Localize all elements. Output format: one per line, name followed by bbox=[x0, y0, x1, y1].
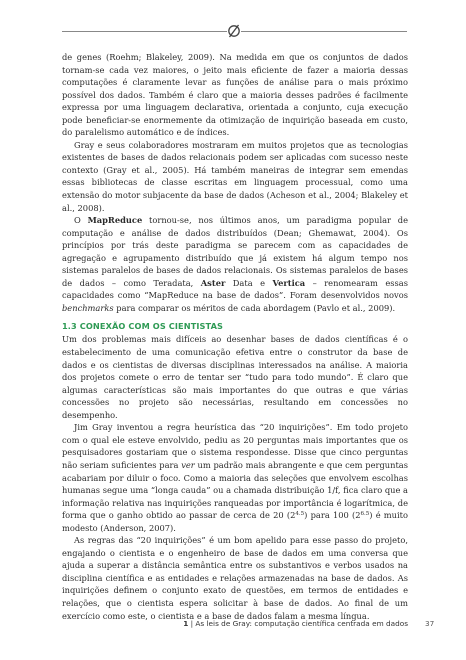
chapter-number: 1 bbox=[183, 619, 189, 628]
empty-set-icon bbox=[226, 23, 242, 39]
bold-term: Aster bbox=[200, 277, 226, 288]
paragraph: Um dos problemas mais difíceis ao desenhar bases de dados científicas é o estabelecimento de uma comunicação efetiva entre o construtor da base de dados e os cientistas de diversas disciplinas interessados na análise. A maioria dos projetos comete o erro de tentar ser “tudo para todo mundo”. É claro que algumas características são mais importantes do que outras e que várias concessões no projeto são necessárias, resultando em concessões no desempenho. bbox=[62, 334, 408, 420]
page-footer bbox=[62, 619, 408, 631]
bold-term: Vertica bbox=[272, 277, 306, 288]
body-text bbox=[62, 51, 408, 622]
running-footer bbox=[183, 619, 408, 628]
header-rule-left bbox=[62, 31, 227, 32]
italic-term: ver bbox=[181, 459, 195, 470]
chapter-title: As leis de Gray: computação científica centrada em dados bbox=[195, 619, 408, 628]
page-number: 37 bbox=[425, 619, 435, 628]
superscript: 4.5 bbox=[295, 511, 305, 518]
italic-term: benchmarks bbox=[62, 302, 114, 313]
paragraph: Gray e seus colaboradores mostraram em muitos projetos que as tecnologias existentes de bases de dados relacionais podem ser aplicadas com sucesso neste contexto (Gray et al., 2005). Há também maneiras de integrar sem emendas essas bibliotecas de classe escritas em linguagem processual, como uma extensão do motor subjacente da base de dados (Acheson et al., 2004; Blakeley et al., 2008). bbox=[62, 139, 408, 213]
paragraph: de genes (Roehm; Blakeley, 2009). Na medida em que os conjuntos de dados tornam-se cada vez maiores, o jeito mais eficiente de fazer a maioria dessas computações é claramente levar as funções de análise para o mais próximo possível dos dados. Também é claro que a maioria desses padrões é facilmente expressa por uma linguagem declarativa, orientada a conjunto, cuja execução pode beneficiar-se enormemente da otimização de inquirição baseada em custo, do paralelismo automático e de índices. bbox=[62, 52, 408, 138]
paragraph: As regras das “20 inquirições” é um bom apelido para esse passo do projeto, engajando o cientista e o engenheiro de base de dados em uma conversa que ajuda a superar a distância semântica entre os substantivos e verbos usados na disciplina científica e as entidades e relações armazenadas na base de dados. As inquirições definem o conjunto exato de questões, em termos de entidades e relações, que o cientista espera solicitar à base de dados. Ao final de um exercício como este, o cientista e a base de dados falam a mesma língua. bbox=[62, 535, 408, 621]
footer-separator: | bbox=[188, 619, 196, 628]
superscript: 6.5 bbox=[360, 511, 370, 518]
section-heading: 1.3 CONEXÃO COM OS CIENTISTAS bbox=[62, 321, 224, 332]
header-rule-right bbox=[241, 31, 407, 32]
paragraph: O MapReduce tornou-se, nos últimos anos, um paradigma popular de computação e análise de dados distribuídos (Dean; Ghemawat, 2004). Os princípios por trás deste paradigma se parecem com as capacidades de agregação e agrupamento distribuído que já existem há algum tempo nos sistemas paralelos de bases de dados relacionais. Os sistemas paralelos de bases de dados – como Teradata, Aster Data e Vertica – renomearam essas capacidades como “MapReduce na base de dados”. Foram desenvolvidos novos benchmarks para comparar os méritos de cada abordagem (Pavlo et al., 2009). bbox=[62, 215, 408, 313]
bold-term: MapReduce bbox=[87, 215, 143, 226]
paragraph: Jim Gray inventou a regra heurística das “20 inquirições”. Em todo projeto com o qual ele esteve envolvido, pediu as 20 perguntas mais importantes que os pesquisadores gostariam que o sistema respondesse. Disse que cinco perguntas não seriam suficientes para ver um padrão mais abrangente e que cem perguntas acabariam por diluir o foco. Como a maioria das seleções que envolvem escolhas humanas segue uma “longa cauda” ou a chamada distribuição 1/f, fica claro que a informação relativa nas inquirições ranqueadas por importância é logarítmica, de forma que o ganho obtido ao passar de cerca de 20 $(2^{4.5})$ para 100 $(2^{6.5})$ é muito modesto (Anderson, 2007). bbox=[62, 422, 409, 533]
